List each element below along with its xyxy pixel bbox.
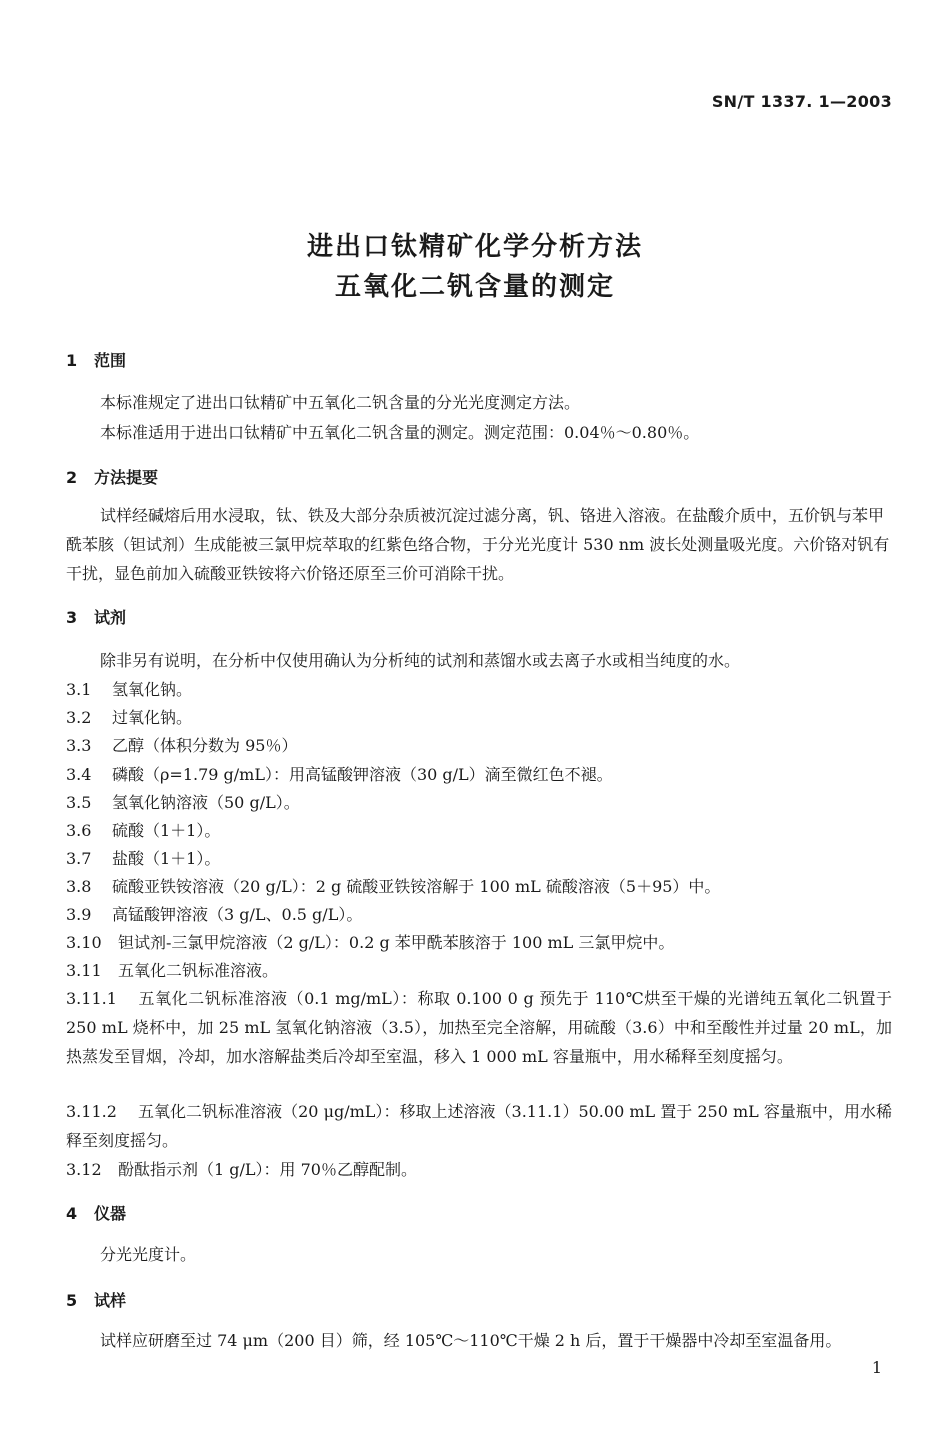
document-title-line1: 进出口钛精矿化学分析方法 [306, 232, 643, 262]
item-text: 乙醇（体积分数为 95％） [112, 736, 298, 755]
item-text: 硫酸亚铁铵溶液（20 g/L）：2 g 硫酸亚铁铵溶解于 100 mL 硫酸溶液（5＋95）中。 [112, 877, 721, 896]
section-heading-2 [66, 465, 158, 488]
section-heading-4 [66, 1201, 126, 1224]
section-heading-5 [66, 1288, 126, 1311]
item-number: 3.5 [66, 793, 92, 812]
list-item [66, 846, 220, 869]
item-text: 过氧化钠。 [112, 708, 193, 727]
item-text: 氢氧化钠。 [112, 680, 193, 699]
section-number: 2 [66, 468, 78, 487]
list-item [66, 705, 192, 728]
section-5-paragraph: 试样应研磨至过 74 μm（200 目）筛，经 105℃～110℃干燥 2 h 后，置于干燥器中冷却至室温备用。 [100, 1331, 842, 1350]
item-number: 3.1 [66, 680, 92, 699]
item-number: 3.6 [66, 821, 92, 840]
standard-code: SN/T 1337. 1—2003 [711, 92, 892, 111]
list-item [66, 930, 674, 953]
item-text: 盐酸（1＋1）。 [112, 849, 221, 868]
section-4-paragraph: 分光光度计。 [100, 1245, 197, 1264]
list-item [66, 874, 720, 897]
section-title: 试样 [94, 1291, 127, 1310]
item-text: 氢氧化钠溶液（50 g/L）。 [112, 793, 300, 812]
item-number: 3.7 [66, 849, 92, 868]
section-title: 仪器 [94, 1204, 127, 1223]
section-number: 5 [66, 1291, 78, 1310]
list-item-3-11-2 [66, 1097, 892, 1155]
list-item [66, 677, 192, 700]
section-title: 方法提要 [94, 468, 159, 487]
section-1-paragraph-1: 本标准规定了进出口钛精矿中五氧化二钒含量的分光光度测定方法。 [100, 393, 581, 412]
item-text: 磷酸（ρ=1.79 g/mL）：用高锰酸钾溶液（30 g/L）滴至微红色不褪。 [112, 765, 613, 784]
section-1-paragraph-2: 本标准适用于进出口钛精矿中五氧化二钒含量的测定。测定范围：0.04％～0.80％。 [100, 423, 700, 442]
section-2-paragraph: 试样经碱熔后用水浸取，钛、铁及大部分杂质被沉淀过滤分离，钒、铬进入溶液。在盐酸介质中，五价钒与苯甲酰苯胲（钽试剂）生成能被三氯甲烷萃取的红紫色络合物，于分光光度计 530 nm 波长处测量吸光度。六价铬对钒有干扰，显色前加入硫酸亚铁铵将六价铬还原至三价可消除干扰。 [66, 506, 890, 583]
item-number: 3.12 [66, 1160, 102, 1179]
list-item [66, 762, 613, 785]
list-item [66, 790, 300, 813]
list-item [66, 1157, 417, 1180]
section-title: 范围 [94, 351, 127, 370]
page-number: 1 [871, 1358, 882, 1377]
section-number: 4 [66, 1204, 78, 1223]
item-text: 硫酸（1＋1）。 [112, 821, 221, 840]
list-item [66, 958, 278, 981]
item-text: 钽试剂-三氯甲烷溶液（2 g/L）：0.2 g 苯甲酰苯胲溶于 100 mL 三氯甲烷中。 [118, 933, 675, 952]
item-text: 五氧化二钒标准溶液。 [118, 961, 279, 980]
section-heading-1 [66, 348, 126, 371]
item-number: 3.10 [66, 933, 102, 952]
item-text: 五氧化二钒标准溶液（0.1 mg/mL）：称取 0.100 0 g 预先于 110℃烘至干燥的光谱纯五氧化二钒置于 250 mL 烧杯中，加 25 mL 氢氧化钠溶液（3.5），加热至完全溶解，用硫酸（3.6）中和至酸性并过量 20 mL，加热蒸发至冒烟，冷却，加水溶解盐类后冷却至室温，移入 1 000 mL 容量瓶中，用水稀释至刻度摇匀。 [66, 989, 892, 1066]
item-number: 3.2 [66, 708, 92, 727]
item-text: 高锰酸钾溶液（3 g/L、0.5 g/L）。 [112, 905, 363, 924]
item-number: 3.8 [66, 877, 92, 896]
section-heading-3 [66, 605, 126, 628]
list-item [66, 733, 297, 756]
section-number: 3 [66, 608, 78, 627]
item-number: 3.3 [66, 736, 92, 755]
list-item-3-11-1 [66, 984, 892, 1071]
item-number: 3.4 [66, 765, 92, 784]
list-item [66, 902, 362, 925]
section-3-intro: 除非另有说明，在分析中仅使用确认为分析纯的试剂和蒸馏水或去离子水或相当纯度的水。 [100, 651, 741, 670]
list-item [66, 818, 220, 841]
item-number: 3.11.1 [66, 989, 117, 1008]
section-number: 1 [66, 351, 78, 370]
item-text: 五氧化二钒标准溶液（20 μg/mL）：移取上述溶液（3.11.1）50.00 mL 置于 250 mL 容量瓶中，用水稀释至刻度摇匀。 [66, 1102, 892, 1150]
item-text: 酚酞指示剂（1 g/L）：用 70％乙醇配制。 [118, 1160, 417, 1179]
document-title-line2: 五氧化二钒含量的测定 [334, 272, 615, 302]
section-title: 试剂 [94, 608, 127, 627]
item-number: 3.11.2 [66, 1102, 117, 1121]
item-number: 3.11 [66, 961, 102, 980]
item-number: 3.9 [66, 905, 92, 924]
